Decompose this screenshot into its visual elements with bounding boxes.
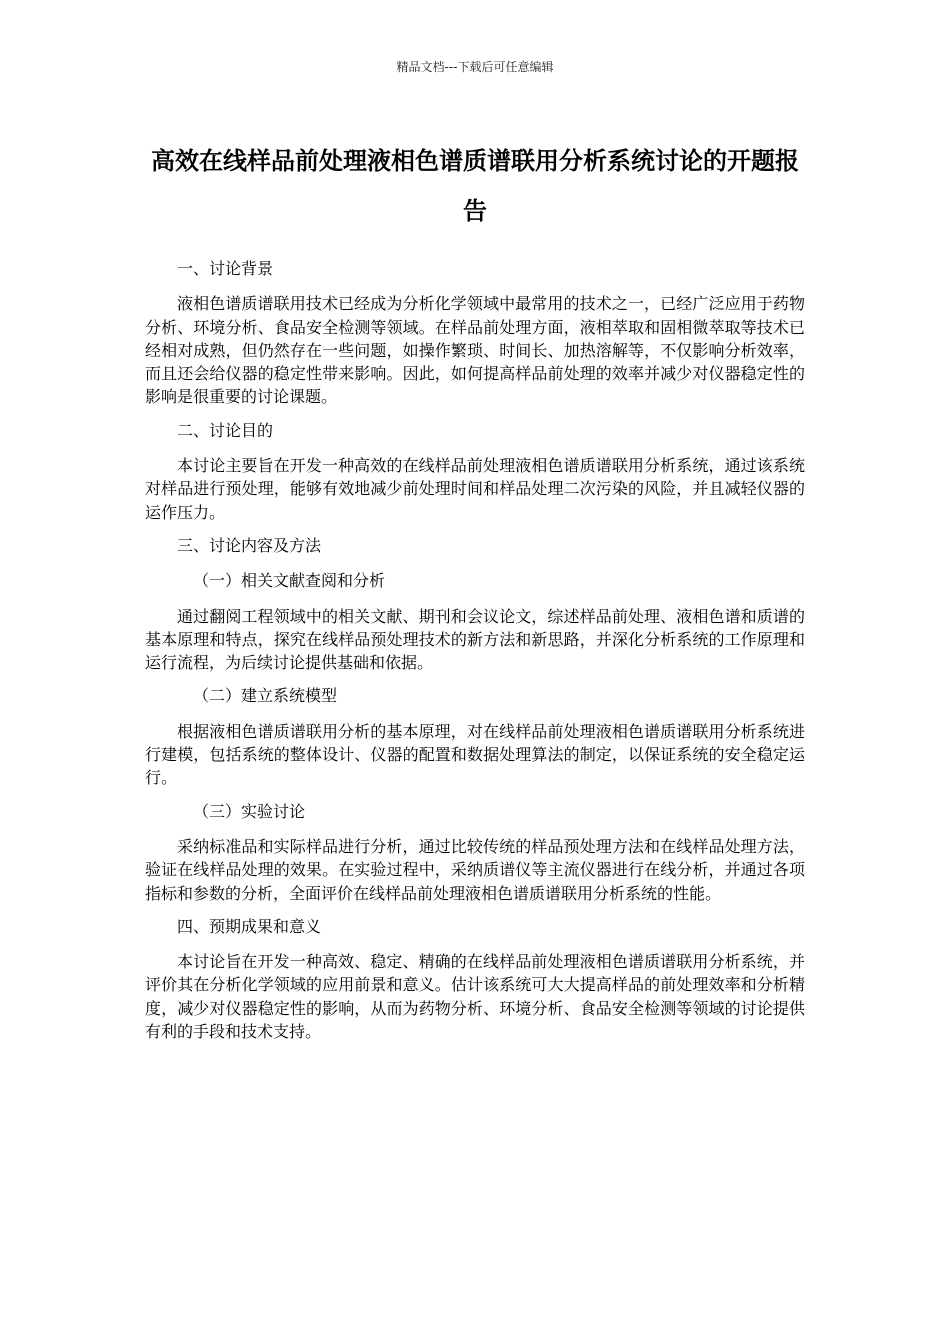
section-heading-outcomes: 四、预期成果和意义 bbox=[177, 916, 322, 936]
section-heading-methods: 三、讨论内容及方法 bbox=[177, 535, 322, 555]
page-header-note: 精品文档---下载后可任意编辑 bbox=[396, 60, 554, 74]
subsection-paragraph-experiment: 采纳标准品和实际样品进行分析，通过比较传统的样品预处理方法和在线样品处理方法，验证在线样品处理的效果。在实验过程中，采纳质谱仪等主流仪器进行在线分析，并通过各项指标和参数的分析，全面评价在线样品前处理液相色谱质谱联用分析系统的性能。 bbox=[145, 836, 805, 903]
subsection-paragraph-model: 根据液相色谱质谱联用分析的基本原理，对在线样品前处理液相色谱质谱联用分析系统进行建模，包括系统的整体设计、仪器的配置和数据处理算法的制定，以保证系统的安全稳定运行。 bbox=[145, 721, 805, 788]
section-paragraph-background: 液相色谱质谱联用技术已经成为分析化学领域中最常用的技术之一，已经广泛应用于药物分析、环境分析、食品安全检测等领域。在样品前处理方面，液相萃取和固相微萃取等技术已经相对成熟，但仍然存在一些问题，如操作繁琐、时间长、加热溶解等，不仅影响分析效率，而且还会给仪器的稳定性带来影响。因此，如何提高样品前处理的效率并减少对仪器稳定性的影响是很重要的讨论课题。 bbox=[145, 294, 805, 407]
section-paragraph-outcomes: 本讨论旨在开发一种高效、稳定、精确的在线样品前处理液相色谱质谱联用分析系统，并评价其在分析化学领域的应用前景和意义。估计该系统可大大提高样品的前处理效率和分析精度，减少对仪器稳定性的影响，从而为药物分析、环境分析、食品安全检测等领域的讨论提供有利的手段和技术支持。 bbox=[145, 952, 805, 1042]
section-heading-background: 一、讨论背景 bbox=[177, 259, 274, 278]
document-title: 高效在线样品前处理液相色谱质谱联用分析系统讨论的开题报告 bbox=[151, 147, 799, 225]
subsection-heading-experiment: （三）实验讨论 bbox=[193, 801, 306, 821]
section-paragraph-purpose: 本讨论主要旨在开发一种高效的在线样品前处理液相色谱质谱联用分析系统，通过该系统对样品进行预处理，能够有效地减少前处理时间和样品处理二次污染的风险，并且减轻仪器的运作压力。 bbox=[145, 456, 805, 522]
section-heading-purpose: 二、讨论目的 bbox=[177, 420, 274, 440]
document-body bbox=[145, 257, 805, 1045]
subsection-heading-model: （二）建立系统模型 bbox=[193, 686, 338, 706]
subsection-paragraph-literature: 通过翻阅工程领域中的相关文献、期刊和会议论文，综述样品前处理、液相色谱和质谱的基本原理和特点，探究在线样品预处理技术的新方法和新思路，并深化分析系统的工作原理和运行流程，为后续讨论提供基础和依据。 bbox=[145, 606, 805, 673]
subsection-heading-literature: （一）相关文献查阅和分析 bbox=[193, 571, 386, 591]
